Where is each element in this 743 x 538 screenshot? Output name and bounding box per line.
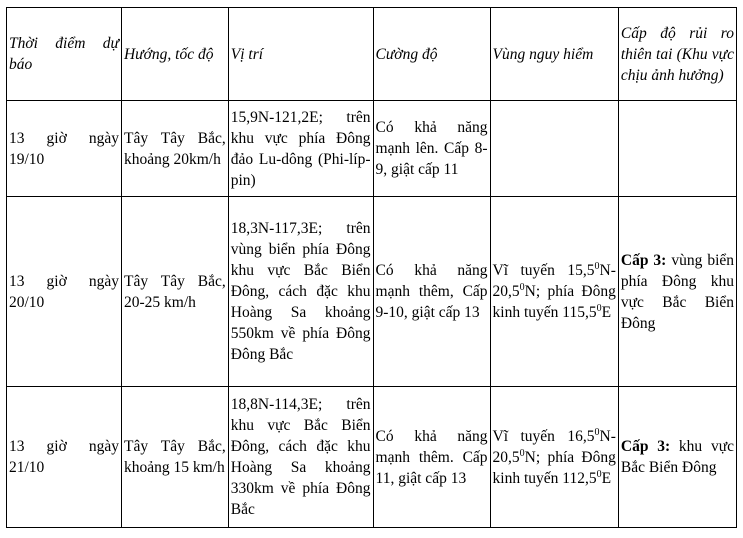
storm-forecast-table bbox=[6, 7, 737, 528]
table-row bbox=[7, 101, 737, 197]
degree-mark: 0 bbox=[596, 468, 602, 480]
risk-level-label: Cấp 3: bbox=[620, 251, 667, 269]
danger-longitude: 112,5 bbox=[562, 469, 597, 487]
cell-risk-level bbox=[618, 387, 736, 528]
danger-lon-unit: E bbox=[601, 304, 612, 321]
cell-direction: Tây Tây Bắc, 20-25 km/h bbox=[121, 197, 228, 387]
cell-intensity: Có khả năng mạnh thêm. Cấp 11, giật cấp 13 bbox=[373, 387, 490, 528]
risk-level-text: vùng biển phía Đông khu vực Bắc Biển Đông bbox=[620, 251, 734, 332]
cell-position: 18,8N-114,3E; trên khu vực Bắc Biển Đông, cách đặc khu Hoàng Sa khoảng 330km về phía Đông Bắc bbox=[228, 387, 373, 528]
cell-danger-zone bbox=[490, 387, 618, 528]
danger-lat-start: Vĩ tuyến 16,5 bbox=[492, 427, 595, 445]
danger-lat-end: N-20,5 bbox=[492, 262, 616, 300]
degree-mark: 0 bbox=[594, 426, 600, 438]
risk-level-label: Cấp 3: bbox=[620, 438, 671, 455]
header-forecast-time: Thời điểm dự báo bbox=[7, 8, 122, 101]
cell-time: 13 giờ ngày 19/10 bbox=[7, 101, 122, 197]
degree-mark: 0 bbox=[519, 447, 525, 459]
cell-danger-zone bbox=[490, 101, 618, 197]
danger-lon-unit: E bbox=[601, 469, 612, 487]
degree-mark: 0 bbox=[596, 302, 602, 314]
header-position: Vị trí bbox=[228, 8, 373, 101]
cell-intensity: Có khả năng mạnh lên. Cấp 8-9, giật cấp 11 bbox=[373, 101, 490, 197]
degree-mark: 0 bbox=[594, 260, 600, 272]
cell-position: 18,3N-117,3E; trên vùng biển phía Đông khu vực Bắc Biển Đông, cách đặc khu Hoàng Sa khoảng 550km về phía Đông Đông Bắc bbox=[228, 197, 373, 387]
header-intensity: Cường độ bbox=[373, 8, 490, 101]
header-risk-level: Cấp độ rủi ro thiên tai (Khu vực chịu ảnh hưởng) bbox=[618, 8, 736, 101]
cell-position: 15,9N-121,2E; trên khu vực phía Đông đảo Lu-dông (Phi-líp-pin) bbox=[228, 101, 373, 197]
header-danger-zone: Vùng nguy hiểm bbox=[490, 8, 618, 101]
danger-east-of: N; phía Đông kinh tuyến bbox=[492, 283, 616, 321]
cell-time: 13 giờ ngày 21/10 bbox=[7, 387, 122, 528]
cell-danger-zone bbox=[490, 197, 618, 387]
risk-level-text: khu vực Bắc Biển Đông bbox=[620, 438, 734, 476]
danger-east-of: N; phía Đông kinh tuyến bbox=[492, 448, 616, 487]
cell-direction: Tây Tây Bắc, khoảng 20km/h bbox=[121, 101, 228, 197]
cell-direction: Tây Tây Bắc, khoảng 15 km/h bbox=[121, 387, 228, 528]
header-direction-speed: Hướng, tốc độ bbox=[121, 8, 228, 101]
danger-longitude: 115,5 bbox=[562, 304, 597, 321]
cell-risk-level bbox=[618, 197, 736, 387]
cell-intensity: Có khả năng mạnh thêm, Cấp 9-10, giật cấp 13 bbox=[373, 197, 490, 387]
degree-mark: 0 bbox=[519, 281, 525, 293]
table-row bbox=[7, 387, 737, 528]
table-header-row bbox=[7, 8, 737, 101]
cell-risk-level bbox=[618, 101, 736, 197]
danger-lat-end: N-20,5 bbox=[492, 427, 616, 466]
danger-lat-start: Vĩ tuyến 15,5 bbox=[492, 262, 595, 279]
table-row bbox=[7, 197, 737, 387]
cell-time: 13 giờ ngày 20/10 bbox=[7, 197, 122, 387]
